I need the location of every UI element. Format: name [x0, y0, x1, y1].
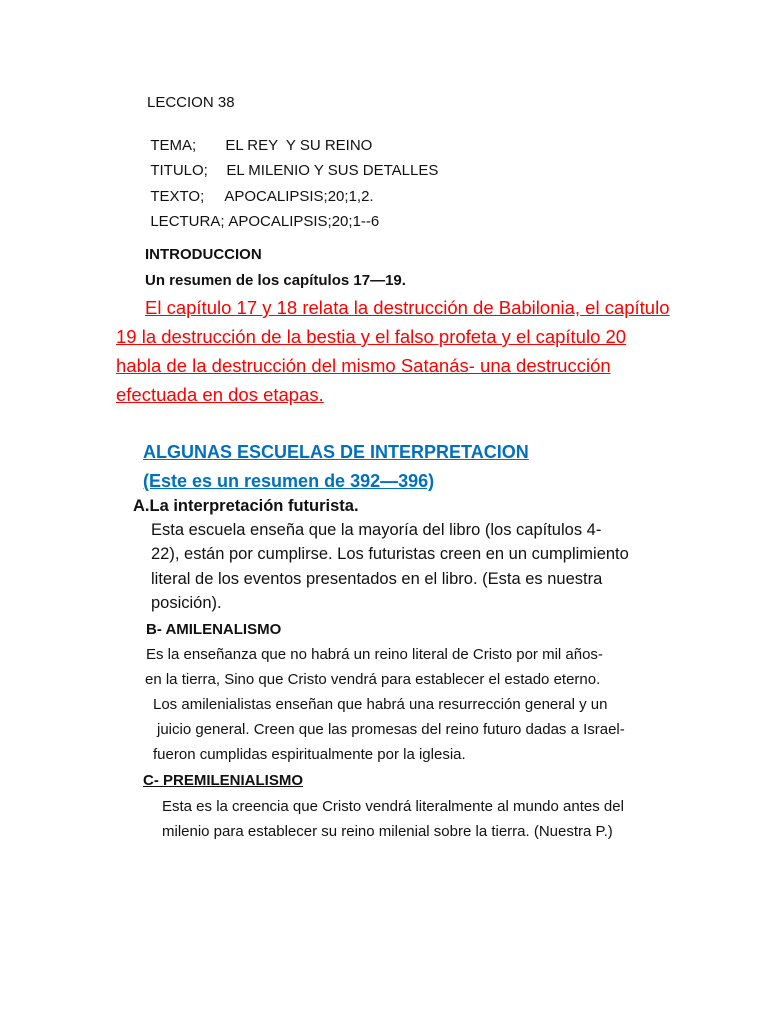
section-b-line: juicio general. Creen que las promesas del reino futuro dadas a Israel-: [157, 721, 625, 738]
titulo-value: EL MILENIO Y SUS DETALLES: [226, 162, 439, 179]
section-b-title: B- AMILENALISMO: [146, 621, 282, 638]
section-b-line: fueron cumplidas espiritualmente por la iglesia.: [153, 746, 466, 763]
lesson-number: LECCION 38: [147, 94, 235, 111]
intro-red-line: 19 la destrucción de la bestia y el falso profeta y el capítulo 20: [116, 326, 627, 347]
lectura-row: [142, 196, 379, 230]
intro-heading: INTRODUCCION: [145, 246, 262, 263]
intro-red-line: efectuada en dos etapas.: [116, 384, 324, 405]
section-a-line: literal de los eventos presentados en el libro. (Esta es nuestra: [151, 570, 603, 588]
texto-value: APOCALIPSIS;20;1,2.: [224, 188, 374, 205]
section-a-line: posición).: [151, 594, 222, 612]
section-c-line: milenio para establecer su reino milenial sobre la tierra. (Nuestra P.): [162, 823, 613, 840]
lectura-value: APOCALIPSIS;20;1--6: [228, 213, 380, 230]
titulo-label: TITULO;: [150, 162, 208, 179]
texto-label: TEXTO;: [150, 188, 205, 205]
section-c-title: C- PREMILENIALISMO: [143, 772, 303, 789]
section-a-title: A.La interpretación futurista.: [133, 497, 359, 515]
section-b-line: en la tierra, Sino que Cristo vendrá para establecer el estado eterno.: [145, 671, 601, 688]
schools-heading: ALGUNAS ESCUELAS DE INTERPRETACION: [143, 442, 529, 462]
schools-subheading: (Este es un resumen de 392—396): [143, 471, 435, 491]
intro-subheading: Un resumen de los capítulos 17—19.: [145, 272, 406, 289]
tema-value: EL REY Y SU REINO: [225, 137, 373, 154]
lectura-label: LECTURA;: [150, 213, 225, 230]
intro-red-line: habla de la destrucción del mismo Satanás- una destrucción: [116, 355, 611, 376]
intro-red-line: El capítulo 17 y 18 relata la destrucción de Babilonia, el capítulo: [145, 297, 670, 318]
section-c-line: Esta es la creencia que Cristo vendrá literalmente al mundo antes del: [162, 798, 624, 815]
section-a-line: 22), están por cumplirse. Los futuristas creen en un cumplimiento: [151, 545, 629, 563]
section-a-line: Esta escuela enseña que la mayoría del libro (los capítulos 4-: [151, 521, 602, 539]
tema-label: TEMA;: [150, 137, 197, 154]
section-b-line: Es la enseñanza que no habrá un reino literal de Cristo por mil años-: [146, 646, 603, 663]
section-b-line: Los amilenialistas enseñan que habrá una resurrección general y un: [153, 696, 608, 713]
